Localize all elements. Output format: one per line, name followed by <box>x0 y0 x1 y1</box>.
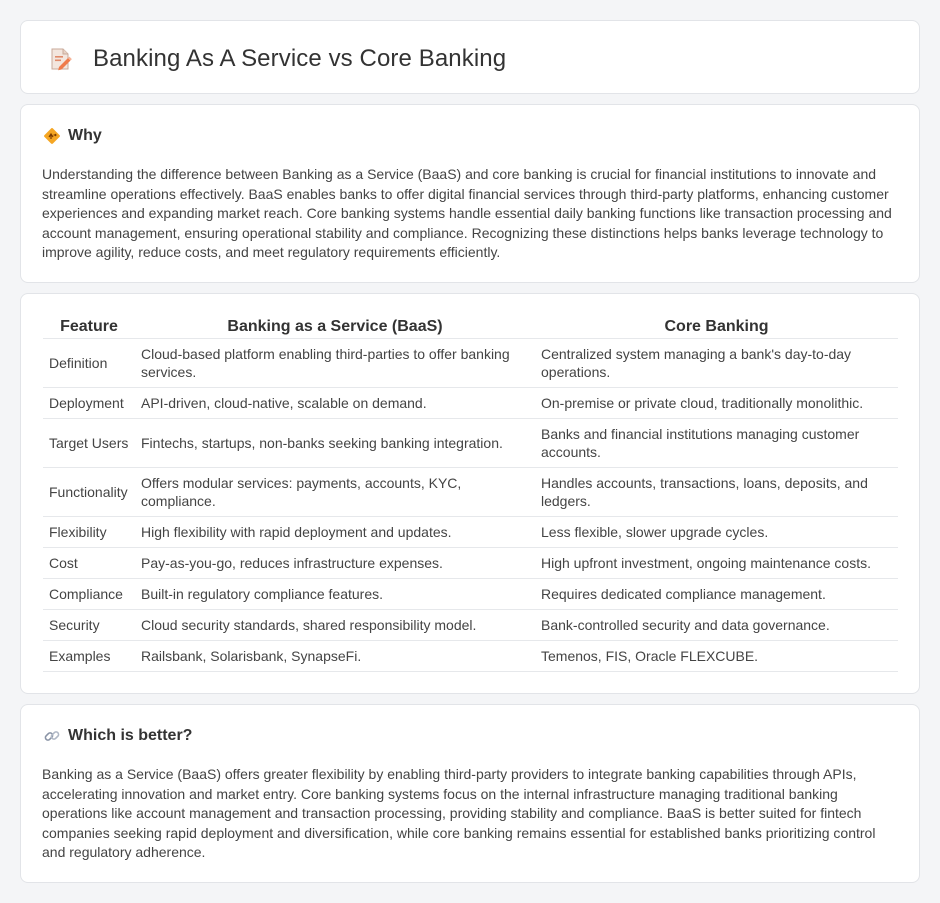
baas-cell: Pay-as-you-go, reduces infrastructure expenses. <box>135 548 535 579</box>
comparison-section <box>20 293 920 694</box>
table-row <box>43 517 898 548</box>
better-heading-row <box>43 727 192 745</box>
core-cell: High upfront investment, ongoing maintenance costs. <box>535 548 898 579</box>
baas-cell: Cloud-based platform enabling third-parties to offer banking services. <box>135 339 535 388</box>
core-cell: Banks and financial institutions managing customer accounts. <box>535 419 898 468</box>
better-section <box>20 704 920 883</box>
core-cell: On-premise or private cloud, traditionally monolithic. <box>535 388 898 419</box>
header-core: Core Banking <box>535 314 898 339</box>
feature-cell: Compliance <box>43 579 135 610</box>
table-row <box>43 610 898 641</box>
table-row <box>43 548 898 579</box>
table-header-row <box>43 314 898 339</box>
feature-cell: Definition <box>43 339 135 388</box>
header-baas: Banking as a Service (BaaS) <box>135 314 535 339</box>
page-title: Banking As A Service vs Core Banking <box>93 45 507 72</box>
core-cell: Less flexible, slower upgrade cycles. <box>535 517 898 548</box>
road-sign-icon <box>43 127 61 145</box>
feature-cell: Functionality <box>43 468 135 517</box>
baas-cell: Railsbank, Solarisbank, SynapseFi. <box>135 641 535 672</box>
comparison-table <box>43 314 898 672</box>
why-heading-row <box>43 127 102 145</box>
baas-cell: High flexibility with rapid deployment and updates. <box>135 517 535 548</box>
baas-cell: Cloud security standards, shared responsibility model. <box>135 610 535 641</box>
better-text: Banking as a Service (BaaS) offers greater flexibility by enabling third-party providers to integrate banking capabilities through APIs, accelerating innovation and market entry. Core banking systems focus on the internal infrastructure managing traditional banking operations like account management and transaction processing, providing stability and compliance. BaaS is better suited for fintech companies seeking rapid deployment and diversification, while core banking remains essential for established banks prioritizing control and regulatory adherence. <box>42 766 876 861</box>
table-row <box>43 579 898 610</box>
title-card <box>20 20 920 94</box>
feature-cell: Cost <box>43 548 135 579</box>
why-text: Understanding the difference between Banking as a Service (BaaS) and core banking is crucial for financial institutions to innovate and streamline operations effectively. BaaS enables banks to offer digital financial services through third-party platforms, enhancing customer experiences and expanding market reach. Core banking systems handle essential daily banking functions like transaction processing and account management, ensuring operational stability and compliance. Recognizing these distinctions helps banks leverage technology to improve agility, reduce costs, and meet regulatory requirements efficiently. <box>42 166 892 261</box>
table-row <box>43 388 898 419</box>
table-row <box>43 419 898 468</box>
pencil-document-icon <box>47 46 73 72</box>
why-section <box>20 104 920 283</box>
better-heading: Which is better? <box>68 727 193 744</box>
feature-cell: Flexibility <box>43 517 135 548</box>
core-cell: Temenos, FIS, Oracle FLEXCUBE. <box>535 641 898 672</box>
baas-cell: Built-in regulatory compliance features. <box>135 579 535 610</box>
feature-cell: Deployment <box>43 388 135 419</box>
core-cell: Handles accounts, transactions, loans, deposits, and ledgers. <box>535 468 898 517</box>
table-row <box>43 641 898 672</box>
feature-cell: Security <box>43 610 135 641</box>
link-icon <box>43 727 61 745</box>
table-row <box>43 339 898 388</box>
table-row <box>43 468 898 517</box>
core-cell: Bank-controlled security and data governance. <box>535 610 898 641</box>
baas-cell: Fintechs, startups, non-banks seeking banking integration. <box>135 419 535 468</box>
core-cell: Centralized system managing a bank's day-to-day operations. <box>535 339 898 388</box>
header-feature: Feature <box>43 314 135 339</box>
feature-cell: Target Users <box>43 419 135 468</box>
why-heading: Why <box>68 127 102 144</box>
title-row <box>47 45 506 73</box>
feature-cell: Examples <box>43 641 135 672</box>
baas-cell: Offers modular services: payments, accounts, KYC, compliance. <box>135 468 535 517</box>
core-cell: Requires dedicated compliance management. <box>535 579 898 610</box>
baas-cell: API-driven, cloud-native, scalable on demand. <box>135 388 535 419</box>
